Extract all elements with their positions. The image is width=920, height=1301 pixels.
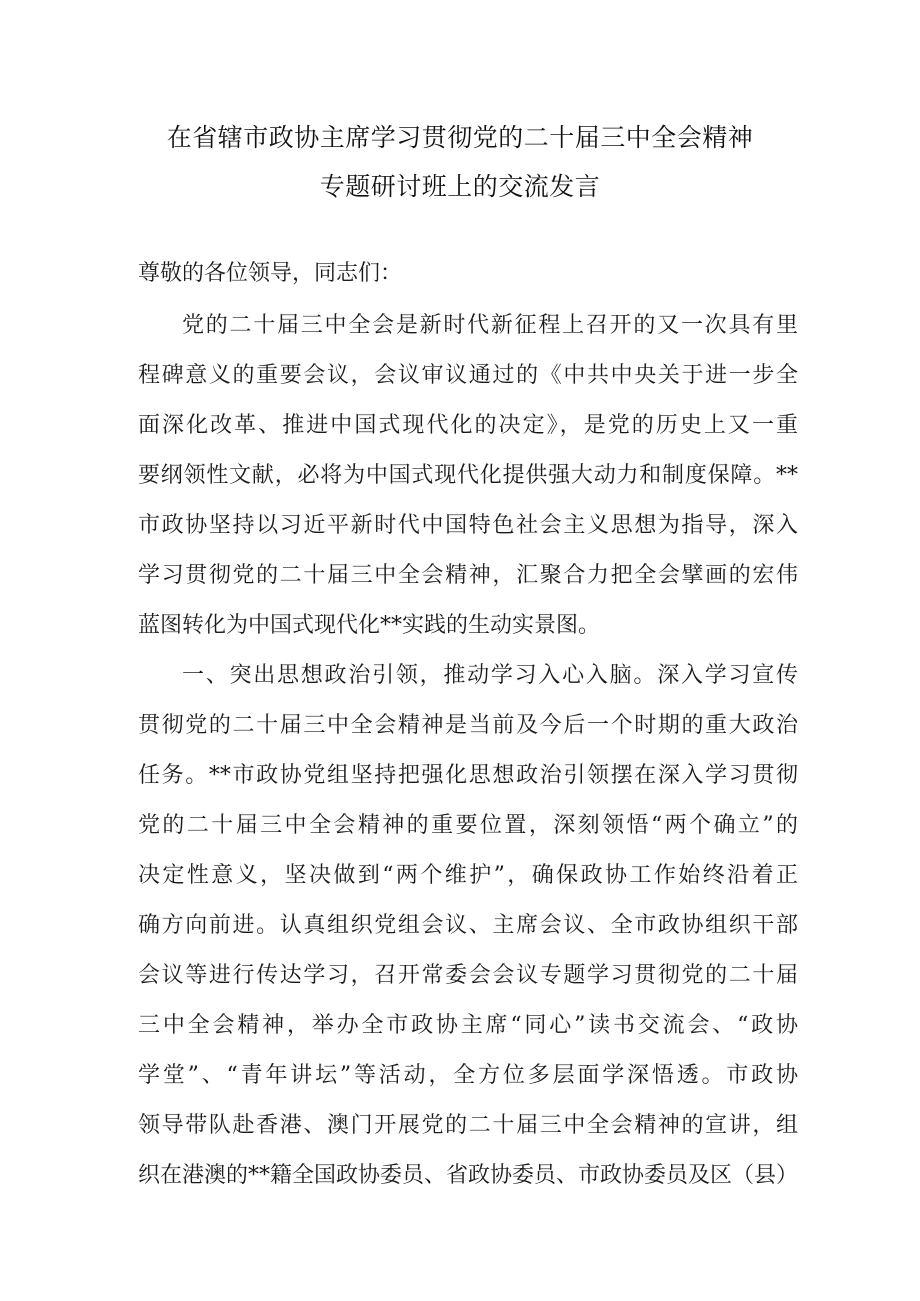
paragraph-line: 三中全会精神，举办全市政协主席“同心”读书交流会、“政协	[138, 1013, 798, 1038]
paragraph-line: 市政协坚持以习近平新时代中国特色社会主义思想为指导，深入	[138, 513, 798, 538]
document-title-line-2: 专题研讨班上的交流发言	[319, 172, 601, 201]
paragraph-line: 领导带队赴香港、澳门开展党的二十届三中全会精神的宣讲，组	[138, 1113, 798, 1138]
paragraph-line: 程碑意义的重要会议，会议审议通过的《中共中央关于进一步全	[138, 363, 798, 388]
paragraph-line: 决定性意义，坚决做到“两个维护”，确保政协工作始终沿着正	[138, 863, 798, 888]
paragraph-line: 学堂”、“青年讲坛”等活动，全方位多层面学深悟透。市政协	[138, 1063, 798, 1088]
document-title-line-1: 在省辖市政协主席学习贯彻党的二十届三中全会精神	[166, 123, 754, 152]
paragraph-line: 贯彻党的二十届三中全会精神是当前及今后一个时期的重大政治	[138, 713, 798, 738]
paragraph-line: 会议等进行传达学习，召开常委会会议专题学习贯彻党的二十届	[138, 963, 798, 988]
paragraph-line: 党的二十届三中全会精神的重要位置，深刻领悟“两个确立”的	[138, 813, 798, 838]
paragraph-line: 确方向前进。认真组织党组会议、主席会议、全市政协组织干部	[138, 913, 798, 938]
paragraph-line: 一、突出思想政治引领，推动学习入心入脑。深入学习宣传	[182, 663, 798, 688]
paragraph-line: 党的二十届三中全会是新时代新征程上召开的又一次具有里	[182, 313, 798, 338]
paragraph-line: 蓝图转化为中国式现代化**实践的生动实景图。	[138, 613, 601, 638]
paragraph-line: 织在港澳的**籍全国政协委员、省政协委员、市政协委员及区（县）	[138, 1163, 799, 1188]
paragraph-line: 面深化改革、推进中国式现代化的决定》，是党的历史上又一重	[138, 413, 798, 438]
paragraph-line: 学习贯彻党的二十届三中全会精神，汇聚合力把全会擘画的宏伟	[138, 563, 798, 588]
paragraph-line: 要纲领性文献，必将为中国式现代化提供强大动力和制度保障。**	[138, 463, 798, 488]
paragraph-line: 任务。**市政协党组坚持把强化思想政治引领摆在深入学习贯彻	[138, 763, 798, 788]
salutation: 尊敬的各位领导，同志们：	[138, 261, 403, 286]
